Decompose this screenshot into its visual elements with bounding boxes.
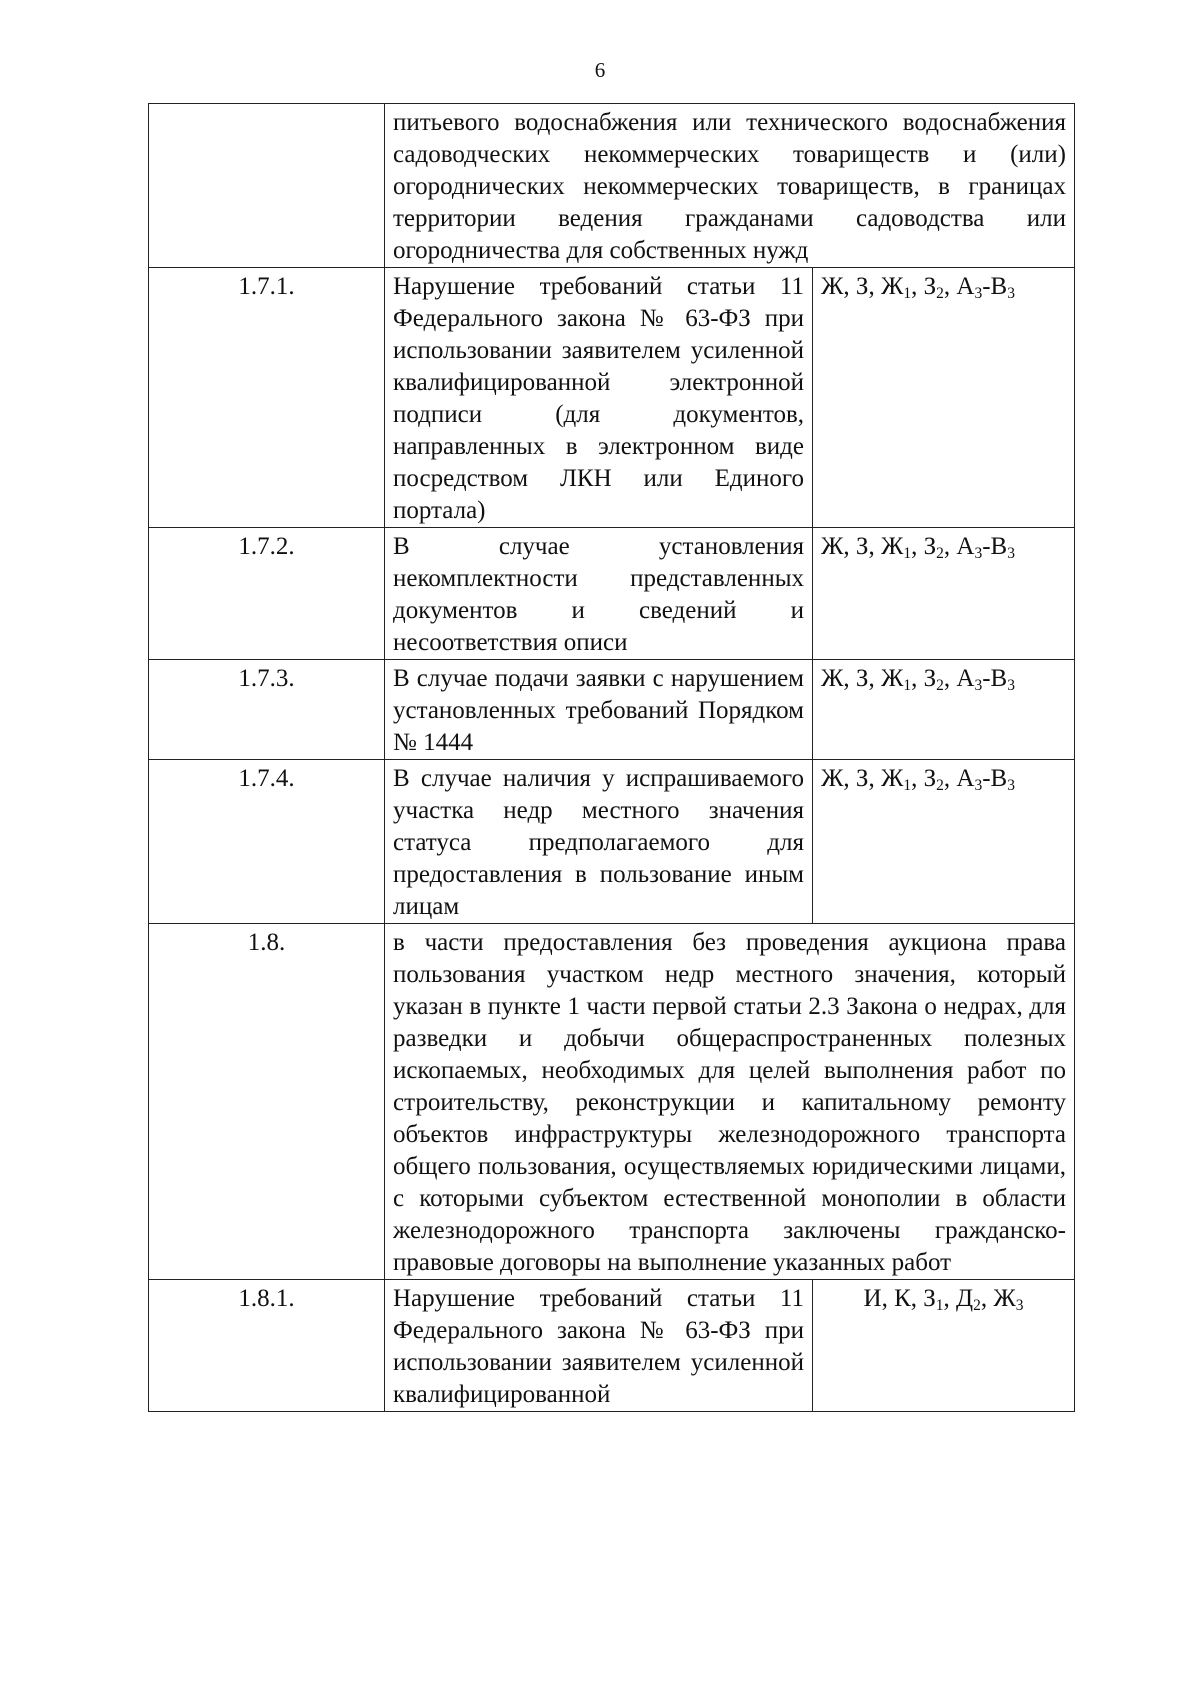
row-description: Нарушение требований статьи 11 Федерального закона № 63-ФЗ при использовании заявителем усиленной квалифицированной электронной подписи (для документов, направленных в электронном виде посредством ЛКН или Единого портала) bbox=[385, 268, 813, 528]
row-number: 1.7.3. bbox=[149, 660, 385, 760]
table-row bbox=[149, 1280, 1075, 1412]
table-row bbox=[149, 760, 1075, 924]
row-description: В случае наличия у испрашиваемого участка недр местного значения статуса предполагаемого для предоставления в пользование иным лицам bbox=[385, 760, 813, 924]
table-row bbox=[149, 528, 1075, 660]
requirements-table bbox=[148, 103, 1075, 1412]
row-number: 1.7.4. bbox=[149, 760, 385, 924]
row-description: В случае установления некомплектности представленных документов и сведений и несоответствия описи bbox=[385, 528, 813, 660]
row-codes: Ж, З, $Ж_1$, $З_2$, $А_3-В_3$ bbox=[813, 268, 1075, 528]
page-number: 6 bbox=[594, 58, 606, 82]
table-row bbox=[149, 268, 1075, 528]
row-number-cell bbox=[149, 104, 385, 268]
table-row bbox=[149, 660, 1075, 760]
row-codes: Ж, З, $Ж_1$, $З_2$, $А_3-В_3$ bbox=[813, 660, 1075, 760]
row-codes: Ж, З, $Ж_1$, $З_2$, $А_3-В_3$ bbox=[813, 760, 1075, 924]
section-text: в части предоставления без проведения аукциона права пользования участком недр местного значения, который указан в пункте 1 части первой статьи 2.3 Закона о недрах, для разведки и добычи общераспространенных полезных ископаемых, необходимых для целей выполнения работ по строительству, реконструкции и капитальному ремонту объектов инфраструктуры железнодорожного транспорта общего пользования, осуществляемых юридическими лицами, с которыми субъектом естественной монополии в области железнодорожного транспорта заключены гражданско-правовые договоры на выполнение указанных работ bbox=[385, 924, 1075, 1280]
row-number: 1.7.2. bbox=[149, 528, 385, 660]
row-description: В случае подачи заявки с нарушением установленных требований Порядком № 1444 bbox=[385, 660, 813, 760]
row-codes: Ж, З, $Ж_1$, $З_2$, $А_3-В_3$ bbox=[813, 528, 1075, 660]
row-codes: И, К, $З_1$, $Д_2$, $Ж_3$ bbox=[813, 1280, 1075, 1412]
row-number: 1.8.1. bbox=[149, 1280, 385, 1412]
section-continuation-text: питьевого водоснабжения или технического водоснабжения садоводческих некоммерческих товариществ и (или) огороднических некоммерческих товариществ, в границах территории ведения гражданами садоводства или огородничества для собственных нужд bbox=[385, 104, 1075, 268]
table-row bbox=[149, 924, 1075, 1280]
table-row bbox=[149, 104, 1075, 268]
row-number: 1.7.1. bbox=[149, 268, 385, 528]
row-description: Нарушение требований статьи 11 Федерального закона № 63-ФЗ при использовании заявителем усиленной квалифицированной bbox=[385, 1280, 813, 1412]
section-number: 1.8. bbox=[149, 924, 385, 1280]
